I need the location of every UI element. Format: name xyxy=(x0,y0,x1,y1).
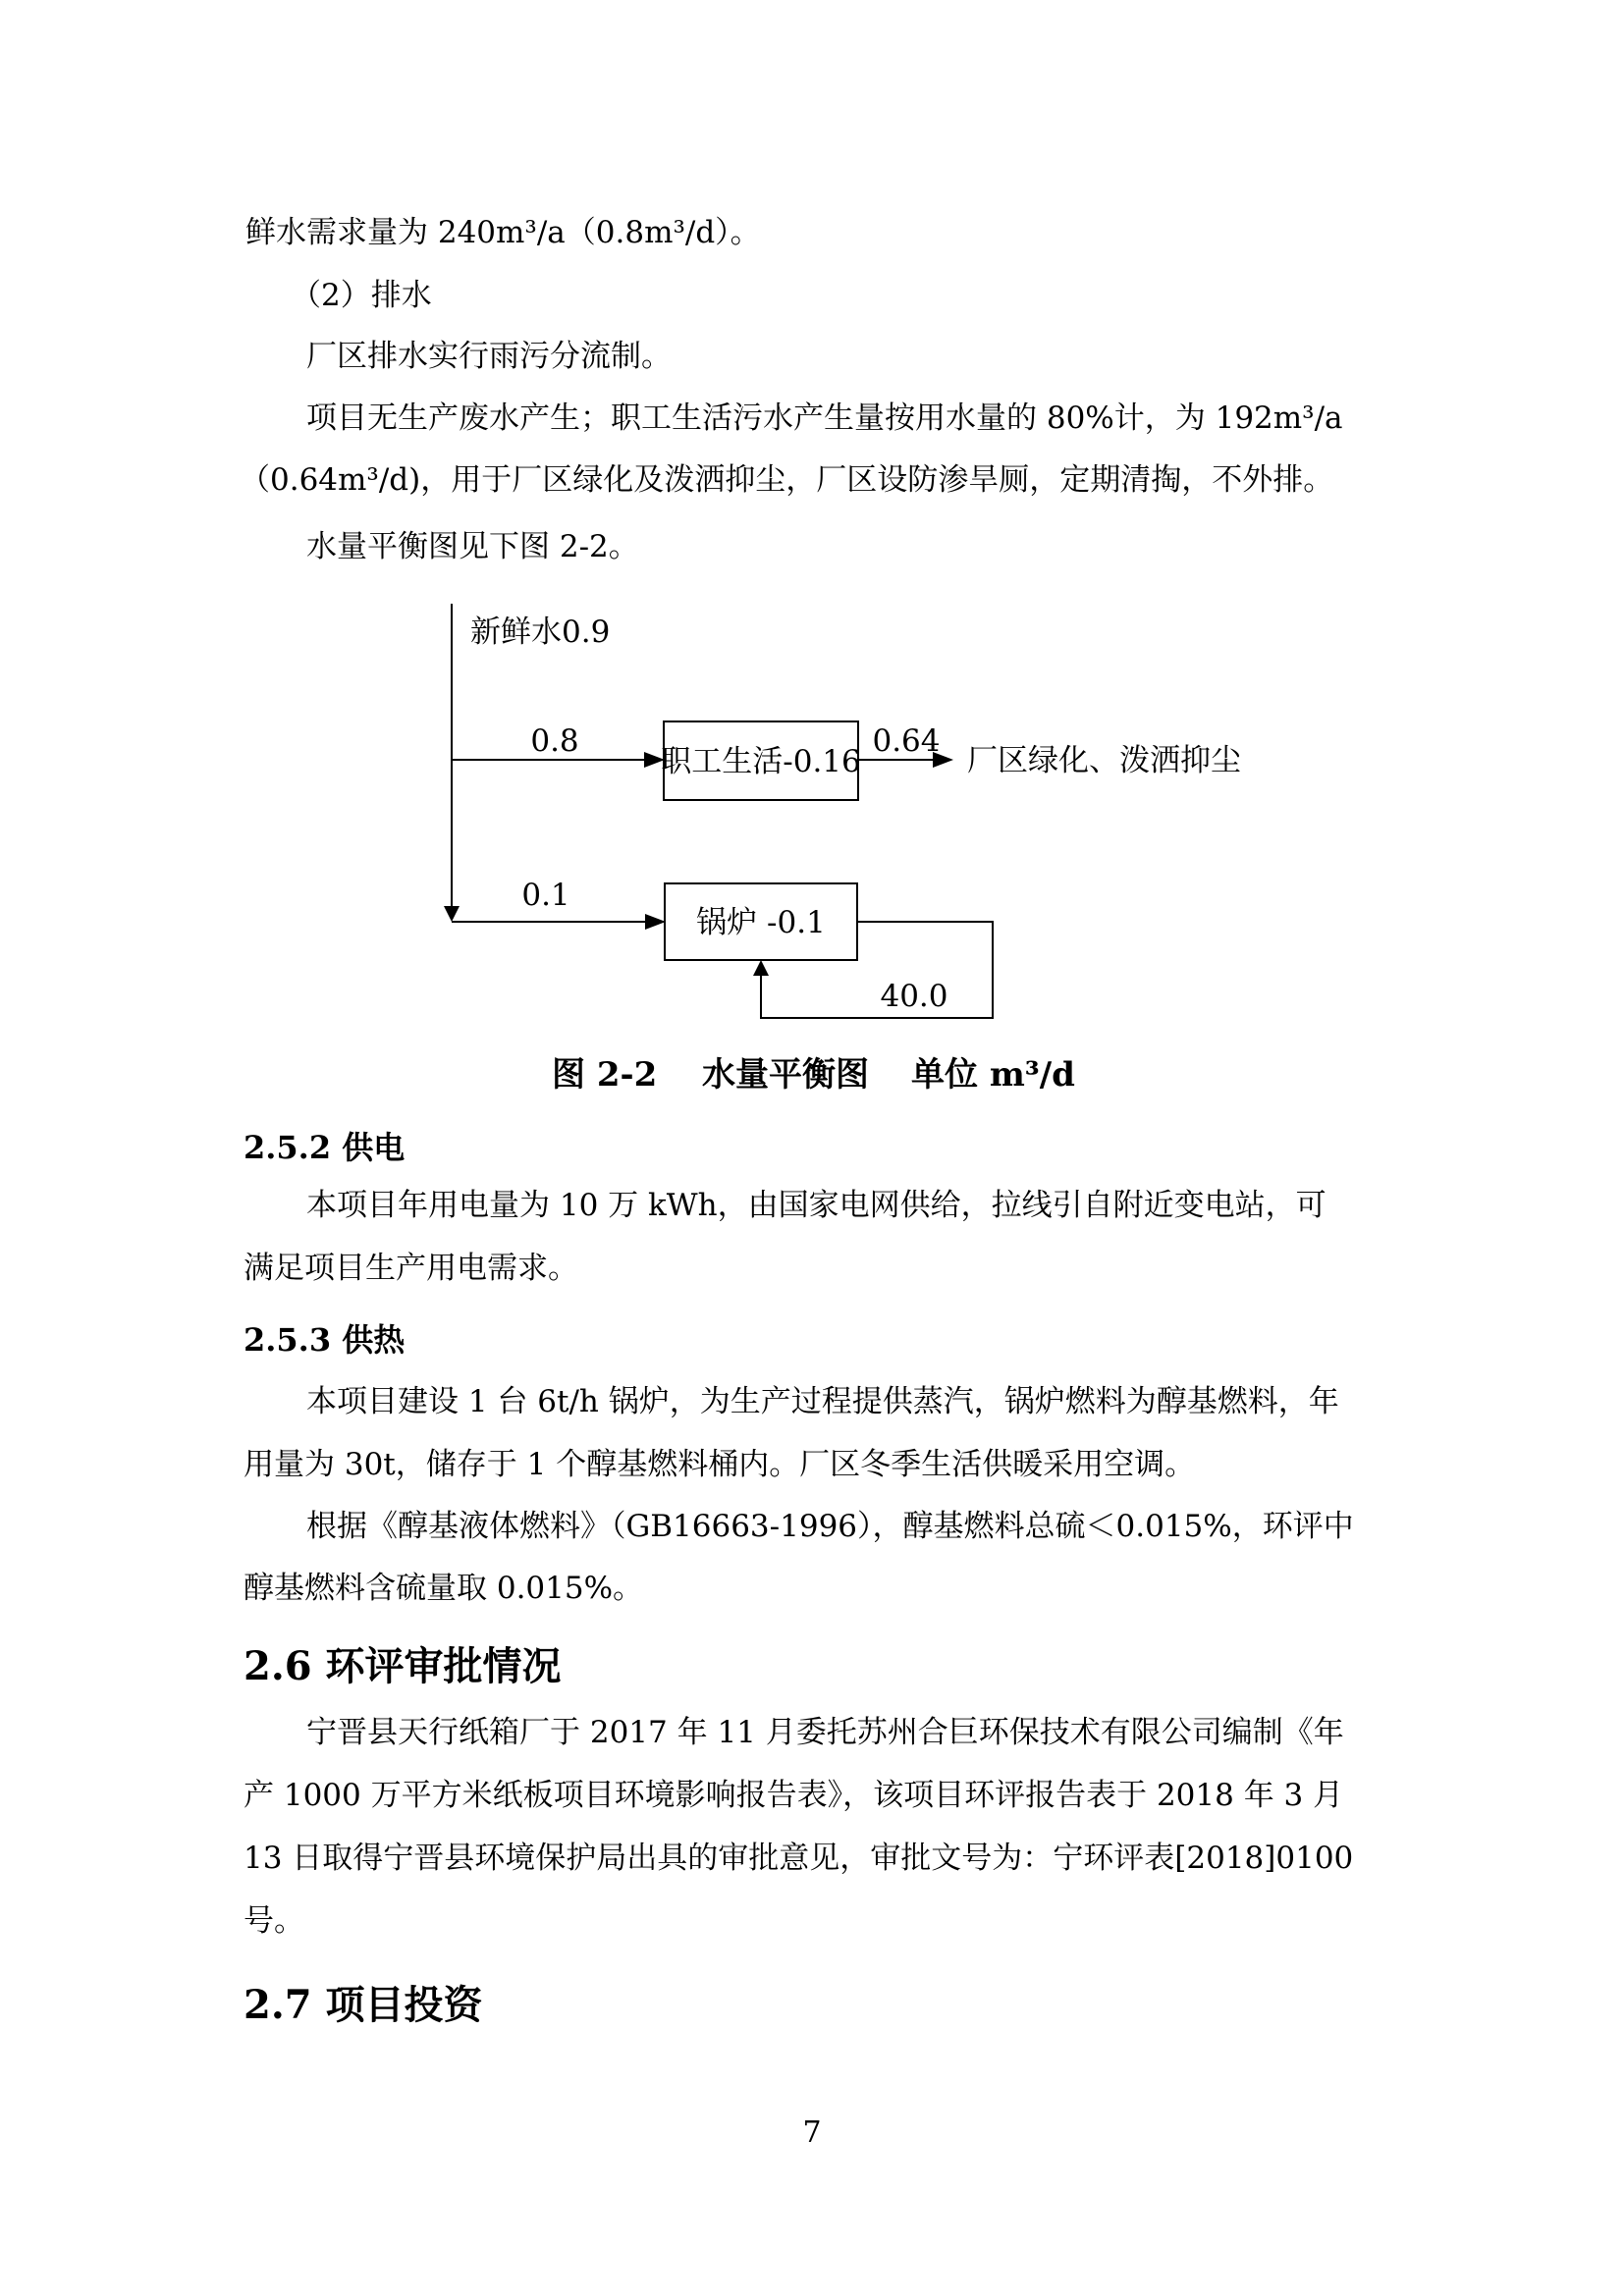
flow-value-staff: 0.8 xyxy=(530,723,579,759)
arrow-down-icon xyxy=(444,906,460,922)
body-line: （2）排水 xyxy=(291,278,432,313)
body-line: 号。 xyxy=(244,1903,304,1939)
greening-sink-label: 厂区绿化、泼洒抑尘 xyxy=(967,743,1241,778)
body-line: 产 1000 万平方米纸板项目环境影响报告表》，该项目环评报告表于 2018 年 3 月 xyxy=(244,1778,1344,1813)
body-line: 13 日取得宁晋县环境保护局出具的审批意见，审批文号为：宁环评表[2018]0100 xyxy=(244,1841,1354,1876)
body-line: 宁晋县天行纸箱厂于 2017 年 11 月委托苏州合巨环保技术有限公司编制《年 xyxy=(306,1715,1344,1750)
flow-value-greening: 0.64 xyxy=(872,723,941,759)
body-line: 满足项目生产用电需求。 xyxy=(244,1251,578,1286)
body-line: 用量为 30t，储存于 1 个醇基燃料桶内。厂区冬季生活供暖采用空调。 xyxy=(244,1447,1196,1482)
figure-caption-title: 水量平衡图 xyxy=(702,1055,869,1095)
body-line: 鲜水需求量为 240m³/a（0.8m³/d）。 xyxy=(245,215,761,250)
body-line: 醇基燃料含硫量取 0.015%。 xyxy=(244,1571,644,1606)
section-heading-253: 2.5.3 供热 xyxy=(244,1321,406,1359)
body-line: （0.64m³/d)，用于厂区绿化及泼洒抑尘，厂区设防渗旱厕，定期清掏，不外排。 xyxy=(240,462,1334,498)
body-line: 本项目年用电量为 10 万 kWh，由国家电网供给，拉线引自附近变电站，可 xyxy=(306,1188,1326,1223)
arrow-up-icon xyxy=(753,960,769,976)
figure-caption-unit: 单位 m³/d xyxy=(911,1055,1075,1095)
staff-life-label: 职工生活-0.16 xyxy=(661,744,861,779)
body-line: 本项目建设 1 台 6t/h 锅炉，为生产过程提供蒸汽，锅炉燃料为醇基燃料，年 xyxy=(306,1384,1339,1419)
page-number: 7 xyxy=(802,2115,822,2150)
recycle-value: 40.0 xyxy=(880,979,948,1014)
body-line: 项目无生产废水产生；职工生活污水产生量按用水量的 80%计，为 192m³/a xyxy=(306,400,1343,436)
body-line: 根据《醇基液体燃料》（GB16663-1996），醇基燃料总硫＜0.015%，环评中 xyxy=(306,1509,1354,1544)
flow-value-boiler: 0.1 xyxy=(521,878,570,913)
section-heading-26: 2.6 环评审批情况 xyxy=(244,1643,562,1689)
body-line: 厂区排水实行雨污分流制。 xyxy=(306,339,672,374)
arrow-right-icon xyxy=(645,914,666,930)
section-heading-27: 2.7 项目投资 xyxy=(244,1982,483,2028)
freshwater-label: 新鲜水0.9 xyxy=(470,614,611,650)
body-line: 水量平衡图见下图 2-2。 xyxy=(306,529,639,564)
section-heading-252: 2.5.2 供电 xyxy=(244,1129,406,1166)
boiler-label: 锅炉 -0.1 xyxy=(696,905,826,940)
figure-caption-label: 图 2-2 xyxy=(552,1055,658,1095)
